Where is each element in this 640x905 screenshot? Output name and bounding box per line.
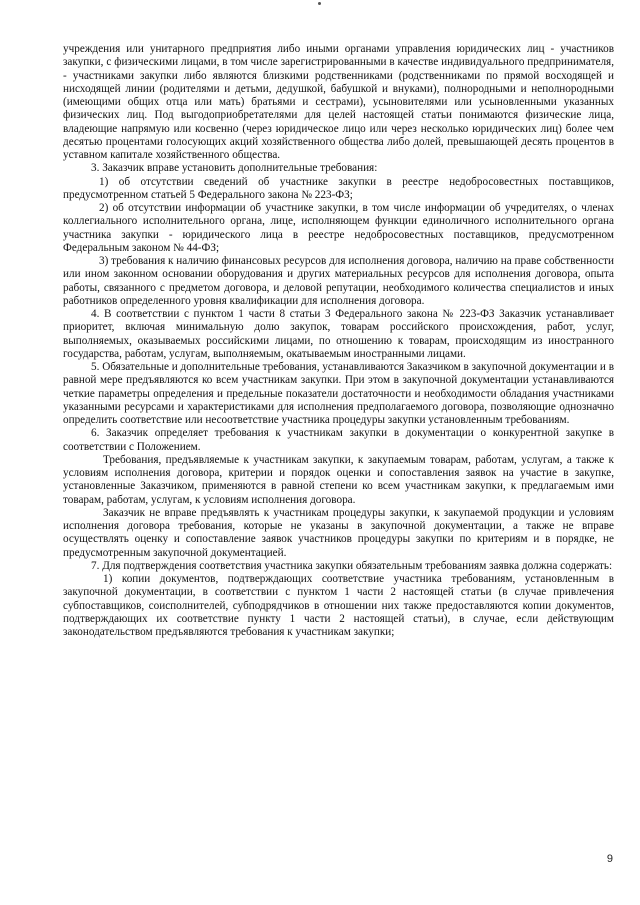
paragraph-clause-4: 4. В соответствии с пунктом 1 части 8 статьи 3 Федерального закона № 223-ФЗ Заказчик устанавливает приоритет, включая минимальную долю закупок, товарам российского происхождения, работ, услуг, выполняемых, оказываемых российскими лицами, по отношению к товарам, происходящим из иностранного государства, работам, услугам, выполняемым, окатываемым иностранными лицами. bbox=[63, 308, 614, 360]
paragraph-requirements: Требования, предъявляемые к участникам закупки, к закупаемым товарам, работам, услугам, а также к условиям исполнения договора, критерии и порядок оценки и сопоставления заявок на участие в закупке, установленные Заказчиком, применяются в равной степени ко всем участникам закупки, к предлагаемым ими товарам, работам, услугам, к условиям исполнения договора. bbox=[63, 453, 614, 506]
paragraph-clause-5: 5. Обязательные и дополнительные требования, устанавливаются Заказчиком в закупочной документации и в равной мере предъявляются ко всем участникам закупки. При этом в закупочной документации устанавливаются четкие параметры определения и предельные показатели достаточности и необходимости обладания участниками указанными ресурсами и характеристиками для исполнения предполагаемого договора, позволяющие однозначно определить соответствие или несоответствие участника процедуры закупки установленным требованиям. bbox=[63, 361, 614, 426]
paragraph-clause-3-item-2: 2) об отсутствии информации об участнике закупки, в том числе информации об учредителях, о членах коллегиального исполнительного органа, лице, исполняющем функции единоличного исполнительного органа участника закупки - юридического лица в реестре недобросовестных поставщиков, предусмотренном Федеральным законом № 44-ФЗ; bbox=[63, 202, 614, 254]
paragraph-customer-restriction: Заказчик не вправе предъявлять к участникам процедуры закупки, к закупаемой продукции и условиям исполнения договора требования, которые не указаны в закупочной документации, а также не вправе осуществлять оценку и сопоставление заявок участников процедуры закупки по критериям и в порядке, не предусмотренным закупочной документацией. bbox=[63, 506, 614, 559]
paragraph-clause-3-item-1: 1) об отсутствии сведений об участнике закупки в реестре недобросовестных поставщиков, предусмотренном статьей 5 Федерального закона № 223-ФЗ; bbox=[63, 175, 614, 201]
paragraph-clause-3-item-3: 3) требования к наличию финансовых ресурсов для исполнения договора, наличию на праве собственности или ином законном основании оборудования и других материальных ресурсов для исполнения договора, опыта работы, связанного с предметом договора, и деловой репутации, необходимого количества специалистов и иных работников определенного уровня квалификации для исполнения договора. bbox=[63, 255, 614, 307]
scan-speck bbox=[318, 2, 321, 5]
page-number: 9 bbox=[606, 853, 613, 865]
paragraph-clause-6: 6. Заказчик определяет требования к участникам закупки в документации о конкурентной закупке в соответствии с Положением. bbox=[63, 427, 614, 453]
paragraph-continuation: учреждения или унитарного предприятия либо иными органами управления юридических лиц - участников закупки, с физическими лицами, в том числе зарегистрированными в качестве индивидуального предпринимателя, - участниками закупки либо являются близкими родственниками (родственниками по прямой восходящей и нисходящей линии (родителями и детьми, дедушкой, бабушкой и внуками), полнородными и неполнородными (имеющими общих отца или мать) братьями и сестрами), усыновителями или усыновленными указанных физических лиц. Под выгодоприобретателями для целей настоящей статьи понимаются физические лица, владеющие напрямую или косвенно (через юридическое лицо или через несколько юридических лиц) более чем десятью процентами голосующих акций хозяйственного общества либо долей, превышающей десять процентов в уставном капитале хозяйственного общества. bbox=[63, 43, 614, 161]
paragraph-clause-7-item-1: 1) копии документов, подтверждающих соответствие участника требованиям, установленным в закупочной документации, в соответствии с пунктом 1 части 2 настоящей статьи (в случае привлечения субпоставщиков, соисполнителей, субподрядчиков в отношении них также предоставляются копии документов, подтверждающих их соответствие пункту 1 части 2 настоящей статьи), в случае, если действующим законодательством предъявляются требования к участникам закупки; bbox=[63, 573, 614, 638]
paragraph-clause-7: 7. Для подтверждения соответствия участника закупки обязательным требованиям заявка должна содержать: bbox=[91, 559, 613, 572]
paragraph-clause-3: 3. Заказчик вправе установить дополнительные требования: bbox=[91, 162, 378, 175]
body-text bbox=[63, 43, 614, 639]
